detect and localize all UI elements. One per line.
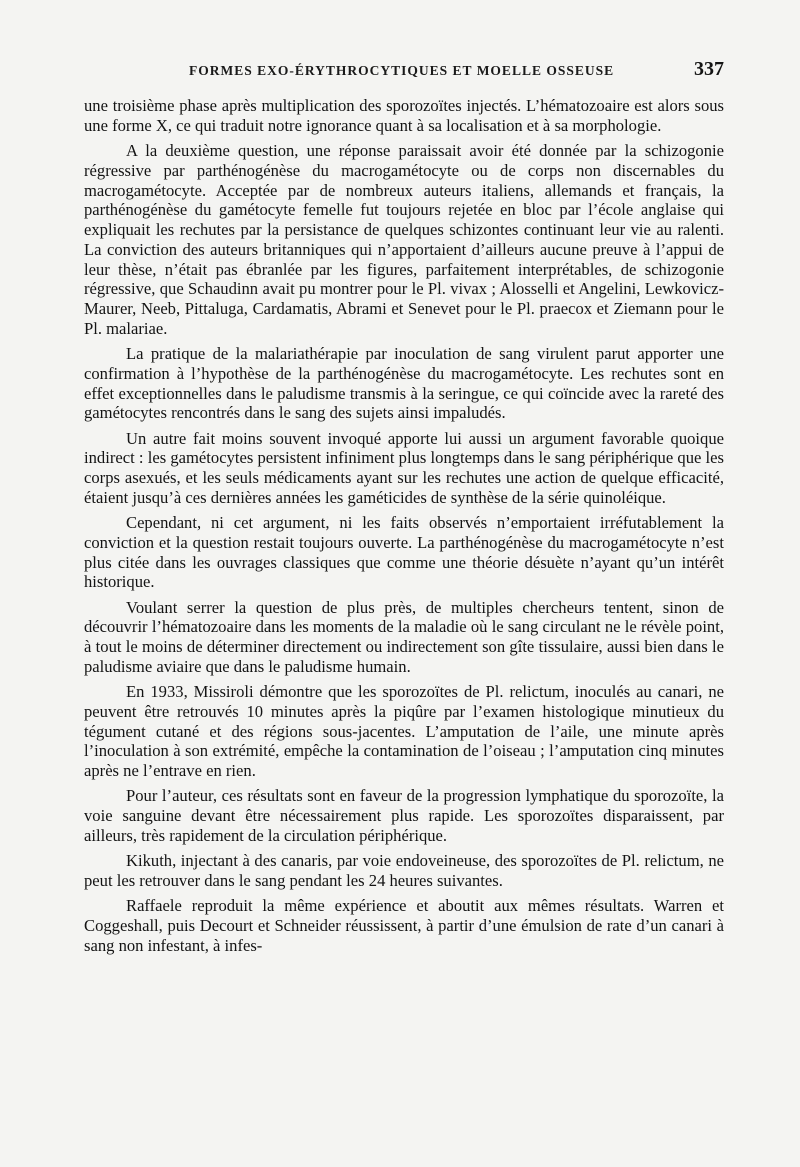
paragraph: Raffaele reproduit la même expérience et aboutit aux mêmes résultats. Warren et Coggeshall, puis Decourt et Schneider réussissent, à partir d’une émulsion de rate d’un canari à sang non infestant, à infes- xyxy=(84,896,724,955)
running-title: FORMES EXO-ÉRYTHROCYTIQUES ET MOELLE OSSEUSE xyxy=(189,63,615,78)
paragraph: Kikuth, injectant à des canaris, par voie endoveineuse, des sporozoïtes de Pl. relictum, ne peut les retrouver dans le sang pendant les 24 heures suivantes. xyxy=(84,851,724,890)
paragraph: Un autre fait moins souvent invoqué apporte lui aussi un argument favorable quoique indirect : les gamétocytes persistent infiniment plus longtemps dans le sang périphérique que les corps asexués, et les seuls médicaments ayant sur les rechutes une action de quelque efficacité, étaient jusqu’à ces dernières années les gaméticides de synthèse de la série quinoléique. xyxy=(84,428,724,507)
paragraph: A la deuxième question, une réponse paraissait avoir été donnée par la schizogonie régressive par parthénogénèse du macrogamétocyte ou de corps non discernables du macrogamétocyte. Acceptée par de nombreux auteurs italiens, allemands et français, la parthénogénèse du gamétocyte femelle fut toujours rejetée en bloc par l’école anglaise qui expliquait les rechutes par la persistance de quelques schizontes continuant leur vie au ralenti. La conviction des auteurs britanniques qui n’apportaient d’ailleurs aucune preuve à l’appui de leur thèse, n’était pas ébranlée par les figures, parfaitement interprétables, de schizogonie régressive, que Schaudinn avait pu montrer pour le Pl. vivax ; Alosselli et Angelini, Lewkovicz-Maurer, Neeb, Pittaluga, Cardamatis, Abrami et Senevet pour le Pl. praecox et Ziemann pour le Pl. malariae. xyxy=(84,141,724,338)
paragraph: Voulant serrer la question de plus près, de multiples chercheurs tentent, sinon de découvrir l’hématozoaire dans les moments de la maladie où le sang circulant ne le révèle point, à tout le moins de déterminer directement ou indirectement son gîte tissulaire, aussi bien dans le paludisme aviaire que dans le paludisme humain. xyxy=(84,597,724,676)
body-text xyxy=(84,96,724,961)
running-head xyxy=(84,60,724,84)
paragraph: Cependant, ni cet argument, ni les faits observés n’emportaient irréfutablement la conviction et la question restait toujours ouverte. La parthénogénèse du macrogamétocyte n’est plus citée dans les ouvrages classiques que comme une théorie désuète n’ayant qu’un intérêt historique. xyxy=(84,513,724,592)
paragraph: Pour l’auteur, ces résultats sont en faveur de la progression lymphatique du sporozoïte, la voie sanguine devant être nécessairement plus rapide. Les sporozoïtes disparaissent, par ailleurs, très rapidement de la circulation périphérique. xyxy=(84,786,724,845)
paragraph: La pratique de la malariathérapie par inoculation de sang virulent parut apporter une confirmation à l’hypothèse de la parthénogénèse du macrogamétocyte. Les rechutes sont en effet exceptionnelles dans le paludisme transmis à la seringue, ce qui coïncide avec la rareté des gamétocytes rencontrés dans le sang des sujets ainsi impaludés. xyxy=(84,344,724,423)
paragraph: En 1933, Missiroli démontre que les sporozoïtes de Pl. relictum, inoculés au canari, ne peuvent être retrouvés 10 minutes après la piqûre par l’examen histologique minutieux du tégument cutané et des régions sous-jacentes. L’amputation de l’aile, une minute après l’inoculation à son extrémité, empêche la contamination de l’oiseau ; l’amputation cinq minutes après ne l’entrave en rien. xyxy=(84,682,724,780)
paragraph: une troisième phase après multiplication des sporozoïtes injectés. L’hématozoaire est alors sous une forme X, ce qui traduit notre ignorance quant à sa localisation et à sa morphologie. xyxy=(84,96,724,135)
page-number: 337 xyxy=(694,58,724,80)
